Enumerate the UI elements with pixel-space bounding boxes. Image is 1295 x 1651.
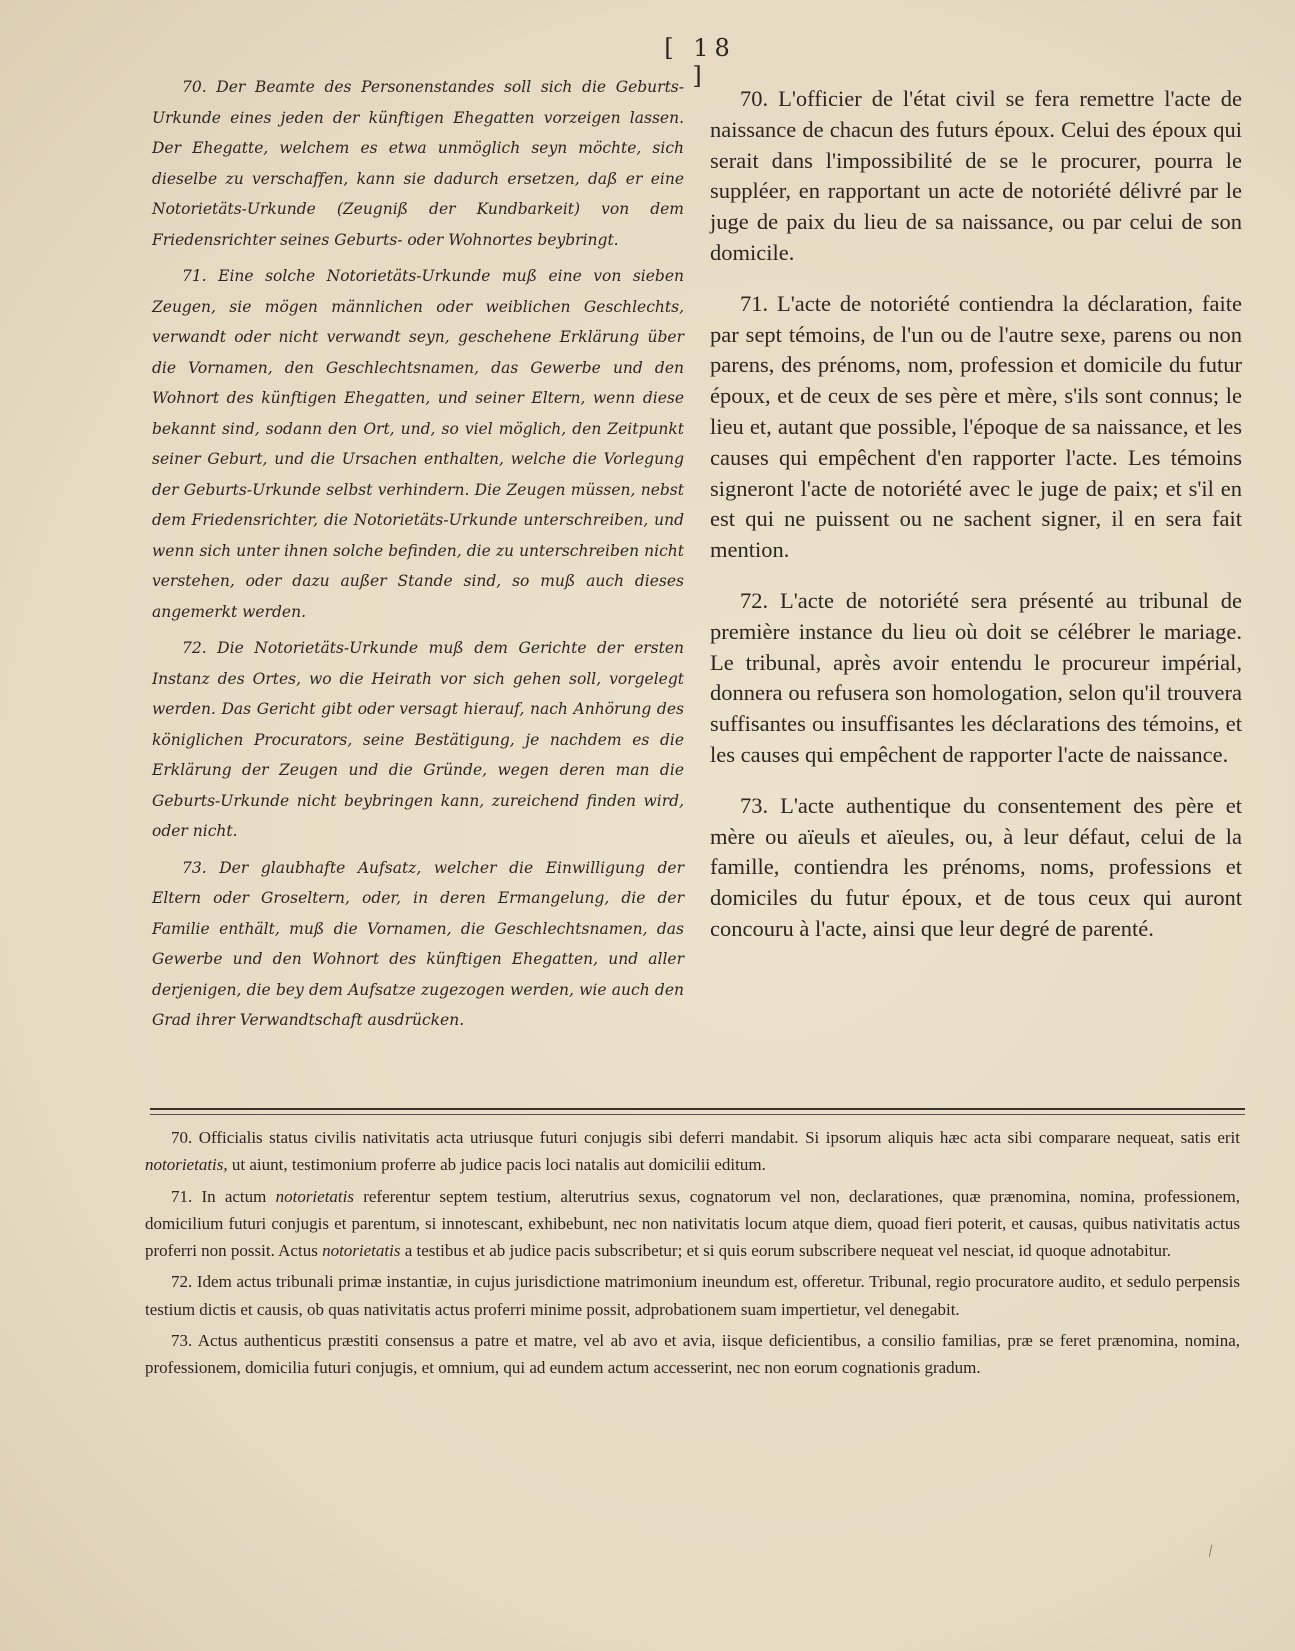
latin-note-70-italic: notorietatis [145,1155,224,1175]
french-article-70: 70. L'officier de l'état civil se fera remettre l'acte de naissance de chacun des futurs époux. Celui des époux qui serait dans l'impossibilité de se le procurer, pourra le suppléer, en rapportant un acte de notoriété délivré par le juge de paix du lieu de sa naissance, ou par celui de son domicile. [710,86,1242,265]
latin-note-70-text-c: , ut aiunt, testimonium proferre ab judice pacis loci natalis aut domicilii editum. [223,1155,766,1175]
latin-note-71-text-c: referentur septem testium, alterutrius sexus, cognatorum vel non, declarationes, quæ prænomina, nomina, professionem, domicilium futuri conjugis et parentum, si innotescant, exhibebunt, nec non nativitatis locum atque diem, quoad fieri poterit, et causas, quibus nativitatis actus proferri non possit. Actus [145,1186,1240,1261]
latin-note-70-text-a: 70. Officialis status civilis nativitatis acta utriusque futuri conjugis sibi deferri mandabit. Si ipsorum aliquis hæc acta sibi comparare nequeat, satis erit [171,1128,1240,1147]
french-column [710,84,1242,965]
footnote-divider [150,1108,1245,1110]
latin-note-71 [145,1183,1240,1265]
german-article-72: 72. Die Notorietäts-Urkunde muß dem Gerichte der ersten Instanz des Ortes, wo die Heirath vor sich gehen soll, vorgelegt werden. Das Gericht gibt oder versagt hierauf, nach Anhörung des königlichen Procurators, seine Bestätigung, je nachdem es die Erklärung der Zeugen und die Gründe, wegen deren man die Geburts-Urkunde nicht beybringen kann, zureichend finden wird, oder nicht. [152,639,684,840]
latin-note-71-italic-1: notorietatis [275,1186,354,1206]
german-article-73: 73. Der glaubhafte Aufsatz, welcher die Einwilligung der Eltern oder Groseltern, oder, in deren Ermangelung, die der Familie enthält, muß die Vornamen, die Geschlechtsnamen, das Gewerbe und den Wohnort des künftigen Ehegatten, und aller derjenigen, die bey dem Aufsatze zugezogen werden, wie auch den Grad ihrer Verwandtschaft ausdrücken. [152,858,684,1029]
german-column [152,72,684,1042]
latin-note-71-italic-2: notorietatis [322,1241,401,1261]
french-article-71: 71. L'acte de notoriété contiendra la déclaration, faite par sept témoins, de l'un ou de l'autre sexe, parens ou non parens, des prénoms, nom, profession et domicile du futur époux, et de ceux de ses père et mère, s'ils sont connus; le lieu et, autant que possible, l'époque de sa naissance, et les causes qui empêchent d'en rapporter l'acte. Les témoins signeront l'acte de notoriété avec le juge de paix; et s'il en est qui ne puissent ou ne sachent signer, il en sera fait mention. [710,290,1242,563]
latin-note-73: 73. Actus authenticus præstiti consensus a patre et matre, vel ab avo et avia, iisque deficientibus, a consilio familias, præ se feret prænomina, nomina, professionem, domicilia futuri conjugis, et omnium, qui ad eundem actum accesserint, nec non eorum cognationis gradum. [145,1331,1240,1378]
german-article-70: 70. Der Beamte des Personenstandes soll sich die Geburts-Urkunde eines jeden der künftigen Ehegatten vorzeigen lassen. Der Ehegatte, welchem es etwa unmöglich seyn möchte, sich dieselbe zu verschaffen, kann sie dadurch ersetzen, daß er eine Notorietäts-Urkunde (Zeugniß der Kundbarkeit) von dem Friedensrichter seines Geburts- oder Wohnortes beybringt. [152,78,684,249]
footnote-divider-thin [150,1114,1245,1115]
margin-mark [1209,1545,1215,1558]
latin-note-71-text-e: a testibus et ab judice pacis subscribetur; et si quis eorum subscribere nequeat vel nesciat, id quoque adnotabitur. [400,1241,1171,1261]
latin-note-72: 72. Idem actus tribunali primæ instantiæ, in cujus jurisdictione matrimonium ineundum est, offeretur. Tribunal, regio procuratore audito, et sedulo perpensis testium dictis et causis, ob quas nativitatis actus proferri minime possit, adprobationem suam impertietur, vel denegabit. [145,1272,1240,1319]
page-number: [ 18 ] [664,34,736,90]
french-article-72: 72. L'acte de notoriété sera présenté au tribunal de première instance du lieu où doit se célébrer le mariage. Le tribunal, après avoir entendu le procureur impérial, donnera ou refusera son homologation, selon qu'il trouvera suffisantes ou insuffisantes les déclarations des témoins, et les causes qui empêchent de rapporter l'acte de naissance. [710,587,1242,767]
french-article-73: 73. L'acte authentique du consentement des père et mère ou aïeuls et aïeules, ou, à leur défaut, celui de la famille, contiendra les prénoms, noms, professions et domiciles du futur époux, et de tous ceux qui auront concouru à l'acte, ainsi que leur degré de parenté. [710,792,1242,941]
latin-footnotes [145,1124,1240,1386]
latin-note-71-text-a: 71. In actum [171,1186,276,1206]
german-article-71: 71. Eine solche Notorietäts-Urkunde muß eine von sieben Zeugen, sie mögen männlichen oder weiblichen Geschlechts, verwandt oder nicht verwandt seyn, geschehene Erklärung über die Vornamen, den Geschlechtsnamen, das Gewerbe und den Wohnort des künftigen Ehegatten, und seiner Eltern, wenn diese bekannt sind, sodann den Ort, und, so viel möglich, den Zeitpunkt seiner Geburt, und die Ursachen enthalten, welche die Vorlegung der Geburts-Urkunde selbst verhindern. Die Zeugen müssen, nebst dem Friedensrichter, die Notorietäts-Urkunde unterschreiben, und wenn sich unter ihnen solche befinden, die zu unterschreiben nicht verstehen, oder dazu außer Stande sind, so muß auch dieses angemerkt werden. [152,267,684,621]
latin-note-70 [145,1124,1240,1179]
